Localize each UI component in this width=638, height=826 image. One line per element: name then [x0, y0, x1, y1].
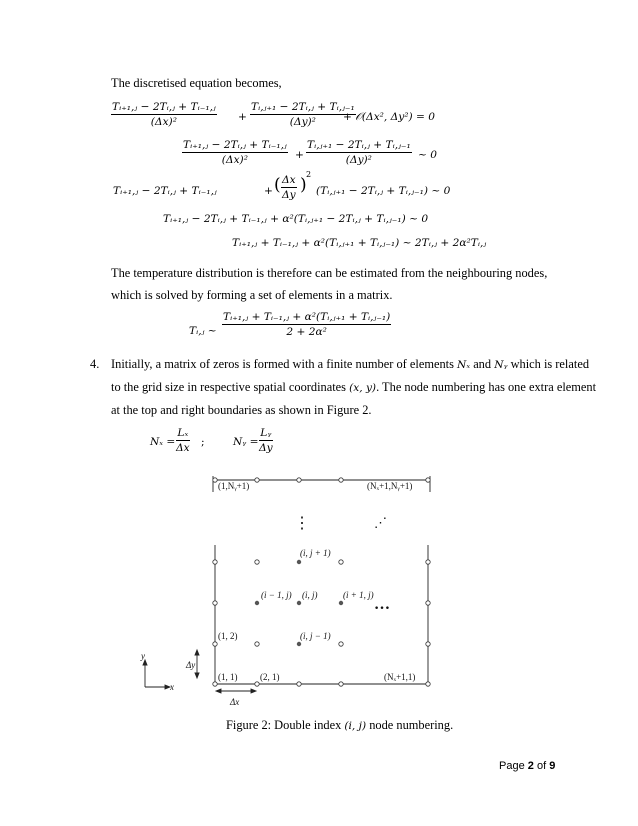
label-1-2: (1, 2) [218, 631, 238, 641]
node-interior-b [339, 560, 343, 564]
node-left-3 [213, 601, 217, 605]
item4-coords: (x, y) [349, 382, 377, 394]
eq3-power: 2 [306, 170, 312, 179]
node-i-jm1-dot [297, 642, 301, 646]
eq2-numerator-y: Tᵢ,ⱼ₊₁ − 2Tᵢ,ⱼ + Tᵢ,ⱼ₋₁ [307, 139, 411, 151]
node-left-4 [213, 560, 217, 564]
node-bottom-3 [297, 682, 301, 686]
node-ip1-j-dot [339, 601, 343, 605]
node-top-3 [297, 478, 301, 482]
eq3-ratio-numerator: Δx [282, 174, 296, 186]
footer-page-word: Page [499, 760, 525, 772]
node-im1-j-dot [255, 601, 259, 605]
footer-total-pages: 9 [549, 760, 556, 772]
eq3-ratio-denominator: Δy [281, 189, 296, 201]
eq2-plus: + [295, 149, 304, 161]
eq6-lhs: Tᵢ,ⱼ ~ [189, 325, 217, 337]
eq7-ny-denominator: Δy [259, 442, 273, 454]
node-right-3 [426, 601, 430, 605]
label-dx: Δx [230, 697, 240, 707]
node-bottom-4 [339, 682, 343, 686]
item4-line2-text: to the grid size in respective spatial coordinates [111, 380, 346, 394]
item4-line-3: at the top and right boundaries as shown in Figure 2. [111, 403, 372, 417]
page-footer [499, 760, 555, 772]
node-1-1 [213, 682, 217, 686]
node-left-2 [213, 642, 217, 646]
item4-line1-text: Initially, a matrix of zeros is formed with a finite number of elements [111, 357, 454, 371]
eq1-numerator-x: Tᵢ₊₁,ⱼ − 2Tᵢ,ⱼ + Tᵢ₋₁,ⱼ [112, 101, 216, 113]
eq2-denominator-y: (Δy)² [345, 154, 372, 166]
vertical-dots: ⋮ [294, 515, 310, 532]
node-right-4 [426, 560, 430, 564]
node-top-left [213, 478, 217, 482]
dy-arrow-head-up [195, 650, 199, 655]
diagonal-dots: ⋰ [374, 515, 387, 530]
eq2-remainder: ~ 0 [418, 149, 437, 161]
eq3-lhs: Tᵢ₊₁,ⱼ − 2Tᵢ,ⱼ + Tᵢ₋₁,ⱼ [113, 185, 217, 197]
eq7-nx-numerator: Lₓ [177, 427, 189, 439]
node-bottom-right [426, 682, 430, 686]
label-axis-x: x [170, 682, 174, 692]
label-bottom-right: (Nₓ+1,1) [384, 672, 416, 682]
eq3-plus: + [264, 185, 273, 197]
label-axis-y: y [141, 651, 145, 661]
caption-tail: node numbering. [369, 718, 454, 732]
item4-ny-symbol: Nᵧ [494, 359, 508, 371]
label-2-1: (2, 1) [260, 672, 280, 682]
caption-ij: (i, j) [344, 720, 367, 732]
caption-text: Figure 2: Double index [226, 718, 342, 732]
eq1-denominator-x: (Δx)² [150, 116, 177, 128]
dx-arrow-head-left [216, 689, 221, 693]
item4-line1-tail: which is related [510, 357, 590, 371]
label-ip1-j: (i + 1, j) [343, 590, 374, 600]
footer-page-number: 2 [527, 760, 534, 772]
label-im1-j: (i − 1, j) [261, 590, 292, 600]
node-i-j-dot [297, 601, 301, 605]
eq7-ny-lhs: Nᵧ = [233, 436, 259, 448]
equation-4: Tᵢ₊₁,ⱼ − 2Tᵢ,ⱼ + Tᵢ₋₁,ⱼ + α²(Tᵢ,ⱼ₊₁ − 2Tᵢ,ⱼ + Tᵢ,ⱼ₋₁) ~ 0 [163, 213, 429, 225]
label-top-left: (1,Nᵧ+1) [218, 481, 250, 491]
eq7-ny-numerator: Lᵧ [260, 427, 272, 439]
eq3-close-paren: ) [300, 175, 307, 195]
node-interior-d [339, 642, 343, 646]
eq3-open-paren: ( [274, 175, 281, 195]
dy-arrow-head-down [195, 673, 199, 678]
node-right-2 [426, 642, 430, 646]
label-1-1: (1, 1) [218, 672, 238, 682]
node-top-4 [339, 478, 343, 482]
eq1-plus: + [238, 111, 247, 123]
node-2-1 [255, 682, 259, 686]
label-dy: Δy [186, 660, 196, 670]
footer-of-word: of [536, 760, 547, 772]
label-i-jm1: (i, j − 1) [300, 631, 331, 641]
label-top-right: (Nₓ+1,Nᵧ+1) [367, 481, 413, 491]
node-top-2 [255, 478, 259, 482]
intro-text: The discretised equation becomes, [111, 76, 282, 90]
eq6-numerator: Tᵢ₊₁,ⱼ + Tᵢ₋₁,ⱼ + α²(Tᵢ,ⱼ₊₁ + Tᵢ,ⱼ₋₁) [223, 311, 391, 323]
node-interior-a [255, 560, 259, 564]
eq1-remainder: + 𝒪(Δx², Δy²) = 0 [343, 111, 436, 123]
equation-5: Tᵢ₊₁,ⱼ + Tᵢ₋₁,ⱼ + α²(Tᵢ,ⱼ₊₁ + Tᵢ,ⱼ₋₁) ~ 2Tᵢ,ⱼ + 2α²Tᵢ,ⱼ [232, 237, 487, 249]
label-i-jp1: (i, j + 1) [300, 548, 331, 558]
eq2-denominator-x: (Δx)² [221, 154, 248, 166]
label-i-j: (i, j) [302, 590, 318, 600]
dx-arrow-head-right [251, 689, 256, 693]
paragraph-temperature: The temperature distribution is therefore can be estimated from the neighbouring nodes, which is solved by forming a set of elements in a matrix. [111, 266, 548, 302]
eq3-remainder: (Tᵢ,ⱼ₊₁ − 2Tᵢ,ⱼ + Tᵢ,ⱼ₋₁) ~ 0 [316, 185, 451, 197]
node-interior-c [255, 642, 259, 646]
eq7-separator: ; [201, 436, 205, 448]
eq1-numerator-y: Tᵢ,ⱼ₊₁ − 2Tᵢ,ⱼ + Tᵢ,ⱼ₋₁ [251, 101, 355, 113]
eq6-denominator: 2 + 2α² [286, 326, 327, 338]
item4-nx-symbol: Nₓ [457, 359, 471, 371]
list-number-4: 4. [90, 357, 100, 371]
eq7-nx-denominator: Δx [176, 442, 190, 454]
node-top-right [426, 478, 430, 482]
horizontal-dots: … [374, 596, 390, 613]
eq2-numerator-x: Tᵢ₊₁,ⱼ − 2Tᵢ,ⱼ + Tᵢ₋₁,ⱼ [183, 139, 287, 151]
figure-2-caption [226, 718, 453, 733]
eq7-nx-lhs: Nₓ = [150, 436, 176, 448]
item4-line2-tail: . The node numbering has one extra element [376, 380, 597, 394]
eq1-denominator-y: (Δy)² [289, 116, 316, 128]
item4-and: and [473, 357, 492, 371]
node-i-jp1-dot [297, 560, 301, 564]
